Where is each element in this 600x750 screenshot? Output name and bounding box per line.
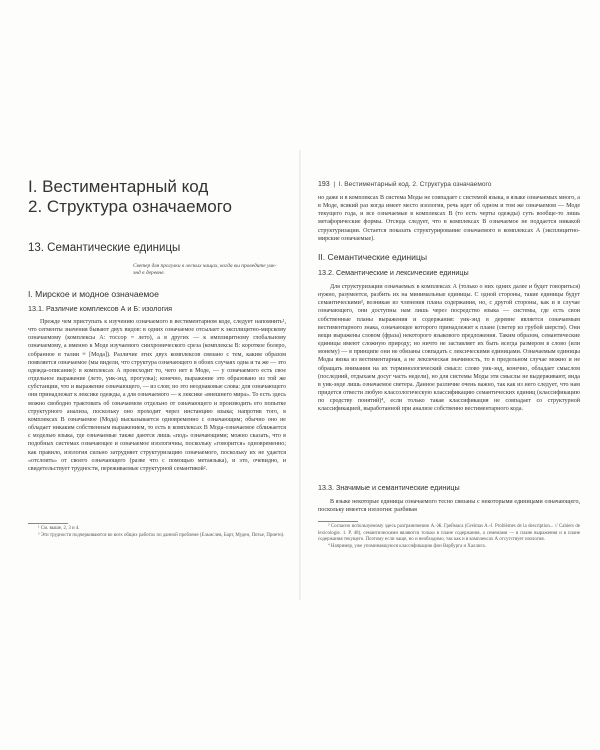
subsection-title: 13.3. Значимые и семантические единицы [318, 483, 460, 492]
book-gutter [299, 150, 301, 600]
footnote-rule [318, 521, 358, 522]
paragraph: В языке некоторые единицы означаемого тесно связаны с некоторыми единицами означающего, поскольку имеется изология: разбивая [318, 499, 580, 514]
left-footnotes [28, 526, 286, 539]
subsection-title: 13.2. Семантические и лексические единицы [318, 268, 469, 277]
paragraph: но даже и в комплексах В система Моды не совпадает с системой языка, в языке означаемых много, а в Моде, всякий раз когда имеет место изология, речь идет об одном и том же означаемом — Моде текущего года, и все означаемые в комплексах В (то есть черты одежды) суть вообще-то лишь метафорические формы. Отсюда следует, что в комплексах В означаемое не поддается никакой структуризации. Остается показать структурирование означаемого в комплексах А (эксплицитно-мирские означаемые). [318, 195, 580, 242]
subsection-title: 13.1. Различие комплексов А и Б: изология [28, 304, 172, 313]
page-number: 193 [318, 181, 330, 188]
footnote-rule [28, 523, 68, 524]
left-body-text [28, 318, 286, 473]
footnote: ² Эти трудности подчеркиваются во всех общих работах по данной проблеме (Ельмслев, Барт, Муден, Потье, Прието). [38, 532, 285, 538]
chapter-title: II. Семантические единицы [318, 252, 428, 262]
chapter-title: I. Мирское и модное означаемое [28, 289, 159, 299]
epigraph: Светер для прогулки в лесных чащах, когда вы проведите уик-энд в деревне. [133, 263, 277, 276]
right-body-text [318, 283, 580, 414]
right-footnotes [318, 524, 580, 550]
paragraph: Для структуризации означаемых в комплексах А (только о них одних далее и будет говориться) нужно, разумеется, разбить их на минимальные единицы. С одной стороны, такие единицы будут семантическими³, возникая из членения плана содержания, но, с другой стороны, как и в случае означающего, они доступны нам лишь через посредство языка — системы, где есть свои собственные планы выражения и содержания: уик-энд в деревне является означаемым вестиментарного знака, означающее которого принадлежит к плане (светер из грубой шерсти). Они вещи выражены словом (фраза) некоторого языкового предложения. Таким образом, семантические единицы имеют сложную природу; но ничто не заставляет их быть всегда размером в слово (или монему) — в принципе они не обязаны совпадать с лексическими единицами. Означаемым единицы Моды вязка из вестиментарная, а не лексическая значимость, то в предельном случае можно и не обращать внимания на их терминологический смысл: слово уик-энд, конечно, обладает смыслом (последний, отдыхаем досуг часть недели), но для системы Моды эти смыслы не выдерживают, вида в уик-энде лишь означаемое светера. Данное различие очень важно, так как из него следует, что нам придется отвести любую классологическую классификацию семантических единиц (классификацию по сродству понятий)⁴, если только такая классификация не совпадает со структурной классификацией, выработанной при анализе собственно вестиментарного кода. [318, 284, 580, 413]
right-closing-text [318, 498, 580, 514]
footnote: ⁴ Например, уже упоминавшуюся классификацию фон Варбурга и Халлига. [328, 543, 486, 549]
section-title: 13. Семантические единицы [28, 242, 181, 254]
part-title-line-2: 2. Структура означаемого [28, 197, 232, 216]
right-intro-text [318, 194, 580, 243]
running-head-separator: | [331, 181, 337, 188]
footnote: ³ Согласно используемому здесь разграничению А.-Ж. Греймаса (Greimas A.-J. Problèmes de la description... // Cahiers de lexicologie. 1. P. 48), семантическими являются только в плане содержания, а семемами — в плане выражения и в плане содержания текущего. Поэтому если чаще, но и необходимо, так как и в комплексах А отсутствует изология. [318, 524, 580, 542]
part-title-line-1: I. Вестиментарный код [28, 177, 209, 196]
running-head [318, 181, 580, 188]
part-title [28, 177, 286, 217]
paragraph: Прежде чем приступать к изучению означаемого в вестиментарном коде, следует напомнить¹, что сегменты значения бывают двух видов: в одних означаемое отсылает к эксплицитно-мирскому означаемому (комплексы А: тоссор = лето), а в других — к имплицитному глобальному означаемому, а именно к Моде изучаемого синхронического среза (комплексы В: короткое болеро, собранное в талии ≡ [Мода]). Различие этих двух комплексов связано с тем, каким образом появляется означаемое (мы видели, что структура означающего в обоих случаях одна и та же — это одежда-описание): в комплексах А происходит то, чего нет в Моде, — у означаемого есть свое отдельное выражение (лето, уик-энд, прогулка); конечно, выражение это образовано из той же субстанции, что и выражение означающего, — из слов; но это неоднаковые слова: для означающего они принадлежат к лексике одежды, а для означаемого — к лексике «внешнего мира». То есть здесь можно свободно трактовать об означаемом отдельно от означающего и производить его попытке структурного анализа, поскольку оно проходит через инстанцию языка; напротив того, в комплексах В означаемое (Мода) высказывается одновременно с означающим; обычно оно не обладает никаким собственным выражением, то есть в комплексах В Мода-означаемое сближается с моделью языка, где означаемые также даются лишь «под» означающими; можно сказать, что в подобных системах означающее и означаемое изологичны, поскольку «говорится» одновременно; как правило, изология сильно затрудняет структуризацию означаемого, поскольку их не удается «отслоить» от своего означающего (разве что с помощью метаязыка), и это, очевидно, и свидетельствует трудности, переживаемые структурной семантикой². [28, 319, 286, 472]
footnote: ¹ См. выше, 2, 3 и 4. [38, 526, 80, 531]
running-head-title: I. Вестиментарный код. 2. Структура означаемого [338, 181, 492, 188]
